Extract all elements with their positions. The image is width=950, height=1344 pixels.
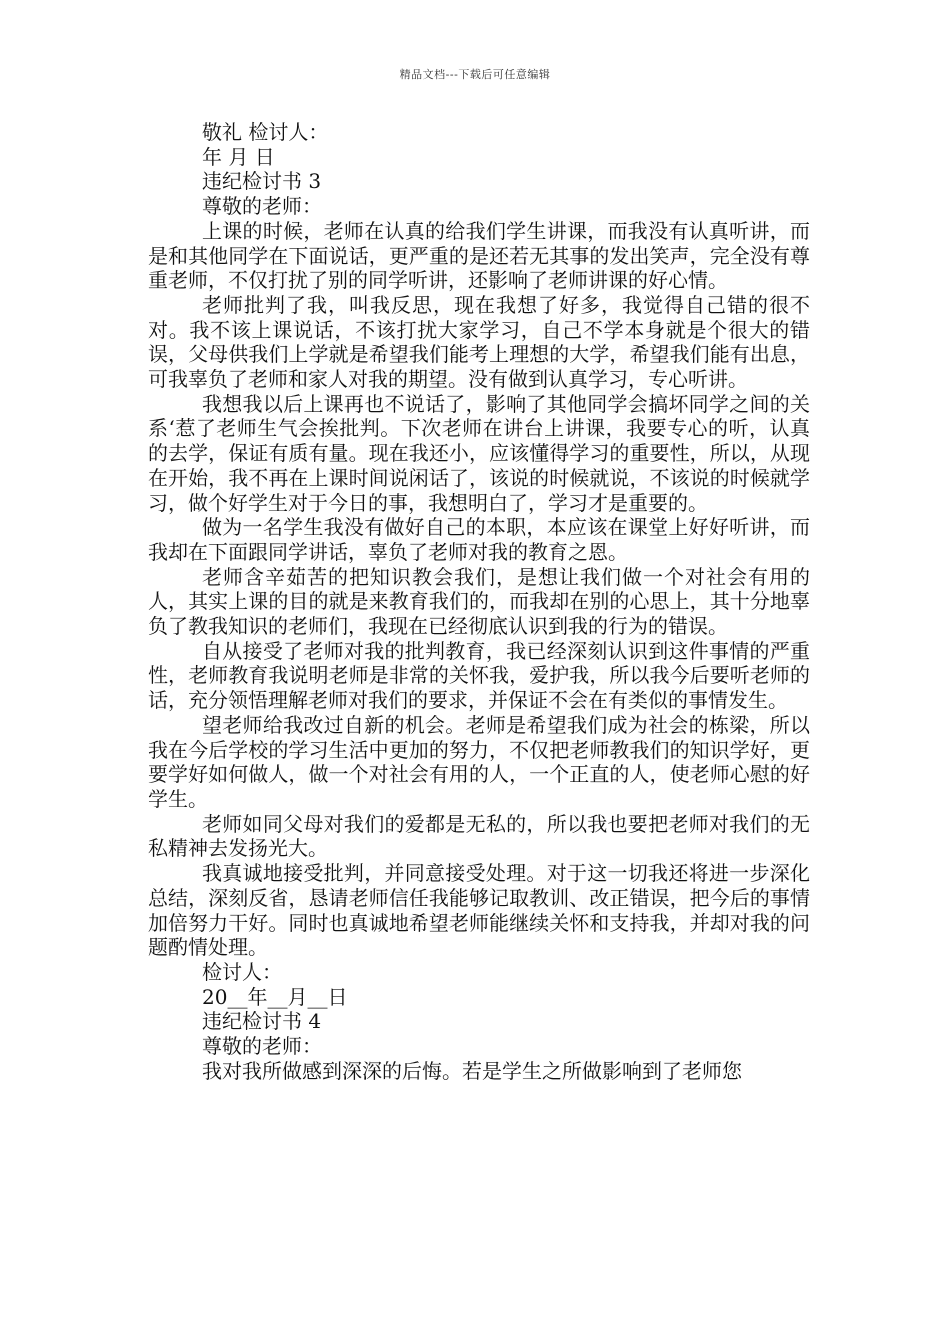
letter-title-4: 违纪检讨书 4 (202, 1009, 322, 1034)
paragraph: 我想我以后上课再也不说话了，影响了其他同学会搞坏同学之间的关系‘惹了老师生气会挨批判。下次老师在讲台上讲课，我要专心的听，认真的去学，保证有质有量。现在我还小，应该懂得学习的重要性，所以，从现在开始，我不再在上课时间说闲话了，该说的时候就说，不该说的时候就学习，做个好学生对于今日的事，我想明白了，学习才是重要的。 (148, 391, 810, 515)
paragraph: 老师含辛茹苦的把知识教会我们，是想让我们做一个对社会有用的人，其实上课的目的就是来教育我们的，而我却在别的心思上，其十分地辜负了教我知识的老师们，我现在已经彻底认识到我的行为的错误。 (148, 564, 810, 639)
paragraph: 我真诚地接受批判，并同意接受处理。对于这一切我还将进一步深化总结，深刻反省，恳请老师信任我能够记取教训、改正错误，把今后的事情加倍努力干好。同时也真诚地希望老师能继续关怀和支持我，并却对我的问题酌情处理。 (148, 861, 810, 960)
paragraph: 望老师给我改过自新的机会。老师是希望我们成为社会的栋梁，所以我在今后学校的学习生活中更加的努力，不仅把老师教我们的知识学好，更要学好如何做人，做一个对社会有用的人，一个正直的人，使老师心慰的好学生。 (148, 712, 810, 811)
paragraph-4-start: 我对我所做感到深深的后悔。若是学生之所做影响到了老师您 (202, 1058, 742, 1083)
letter-title-3: 违纪检讨书 3 (202, 169, 322, 194)
paragraph: 自从接受了老师对我的批判教育，我已经深刻认识到这件事情的严重性，老师教育我说明老师是非常的关怀我，爱护我，所以我今后要听老师的话，充分领悟理解老师对我们的要求，并保证不会在有类似的事情发生。 (148, 638, 810, 713)
salutation-4: 尊敬的老师： (202, 1034, 322, 1059)
document-body (148, 120, 810, 1083)
paragraph: 老师如同父母对我们的爱都是无私的，所以我也要把老师对我们的无私精神去发扬光大。 (148, 811, 810, 861)
paragraph: 上课的时候，老师在认真的给我们学生讲课，而我没有认真听讲，而是和其他同学在下面说话，更严重的是还若无其事的发出笑声，完全没有尊重老师，不仅打扰了别的同学听讲，还影响了老师讲课的好心情。 (148, 218, 810, 293)
salutation-3: 尊敬的老师： (202, 194, 322, 219)
signature-date: 20__年__月__日 (202, 984, 348, 1009)
page-header: 精品文档---下载后可任意编辑 (399, 68, 551, 81)
paragraph: 老师批判了我，叫我反思，现在我想了好多，我觉得自己错的很不对。我不该上课说话，不该打扰大家学习，自己不学本身就是个很大的错误，父母供我们上学就是希望我们能考上理想的大学，希望我们能有出息，可我辜负了老师和家人对我的期望。没有做到认真学习，专心听讲。 (148, 292, 810, 392)
signature-label: 检讨人： (202, 959, 282, 984)
paragraph: 做为一名学生我没有做好自己的本职，本应该在课堂上好好听讲，而我却在下面跟同学讲话，辜负了老师对我的教育之恩。 (148, 515, 810, 564)
date-line: 年 月 日 (202, 144, 275, 169)
closing-line: 敬礼 检讨人： (202, 120, 329, 144)
